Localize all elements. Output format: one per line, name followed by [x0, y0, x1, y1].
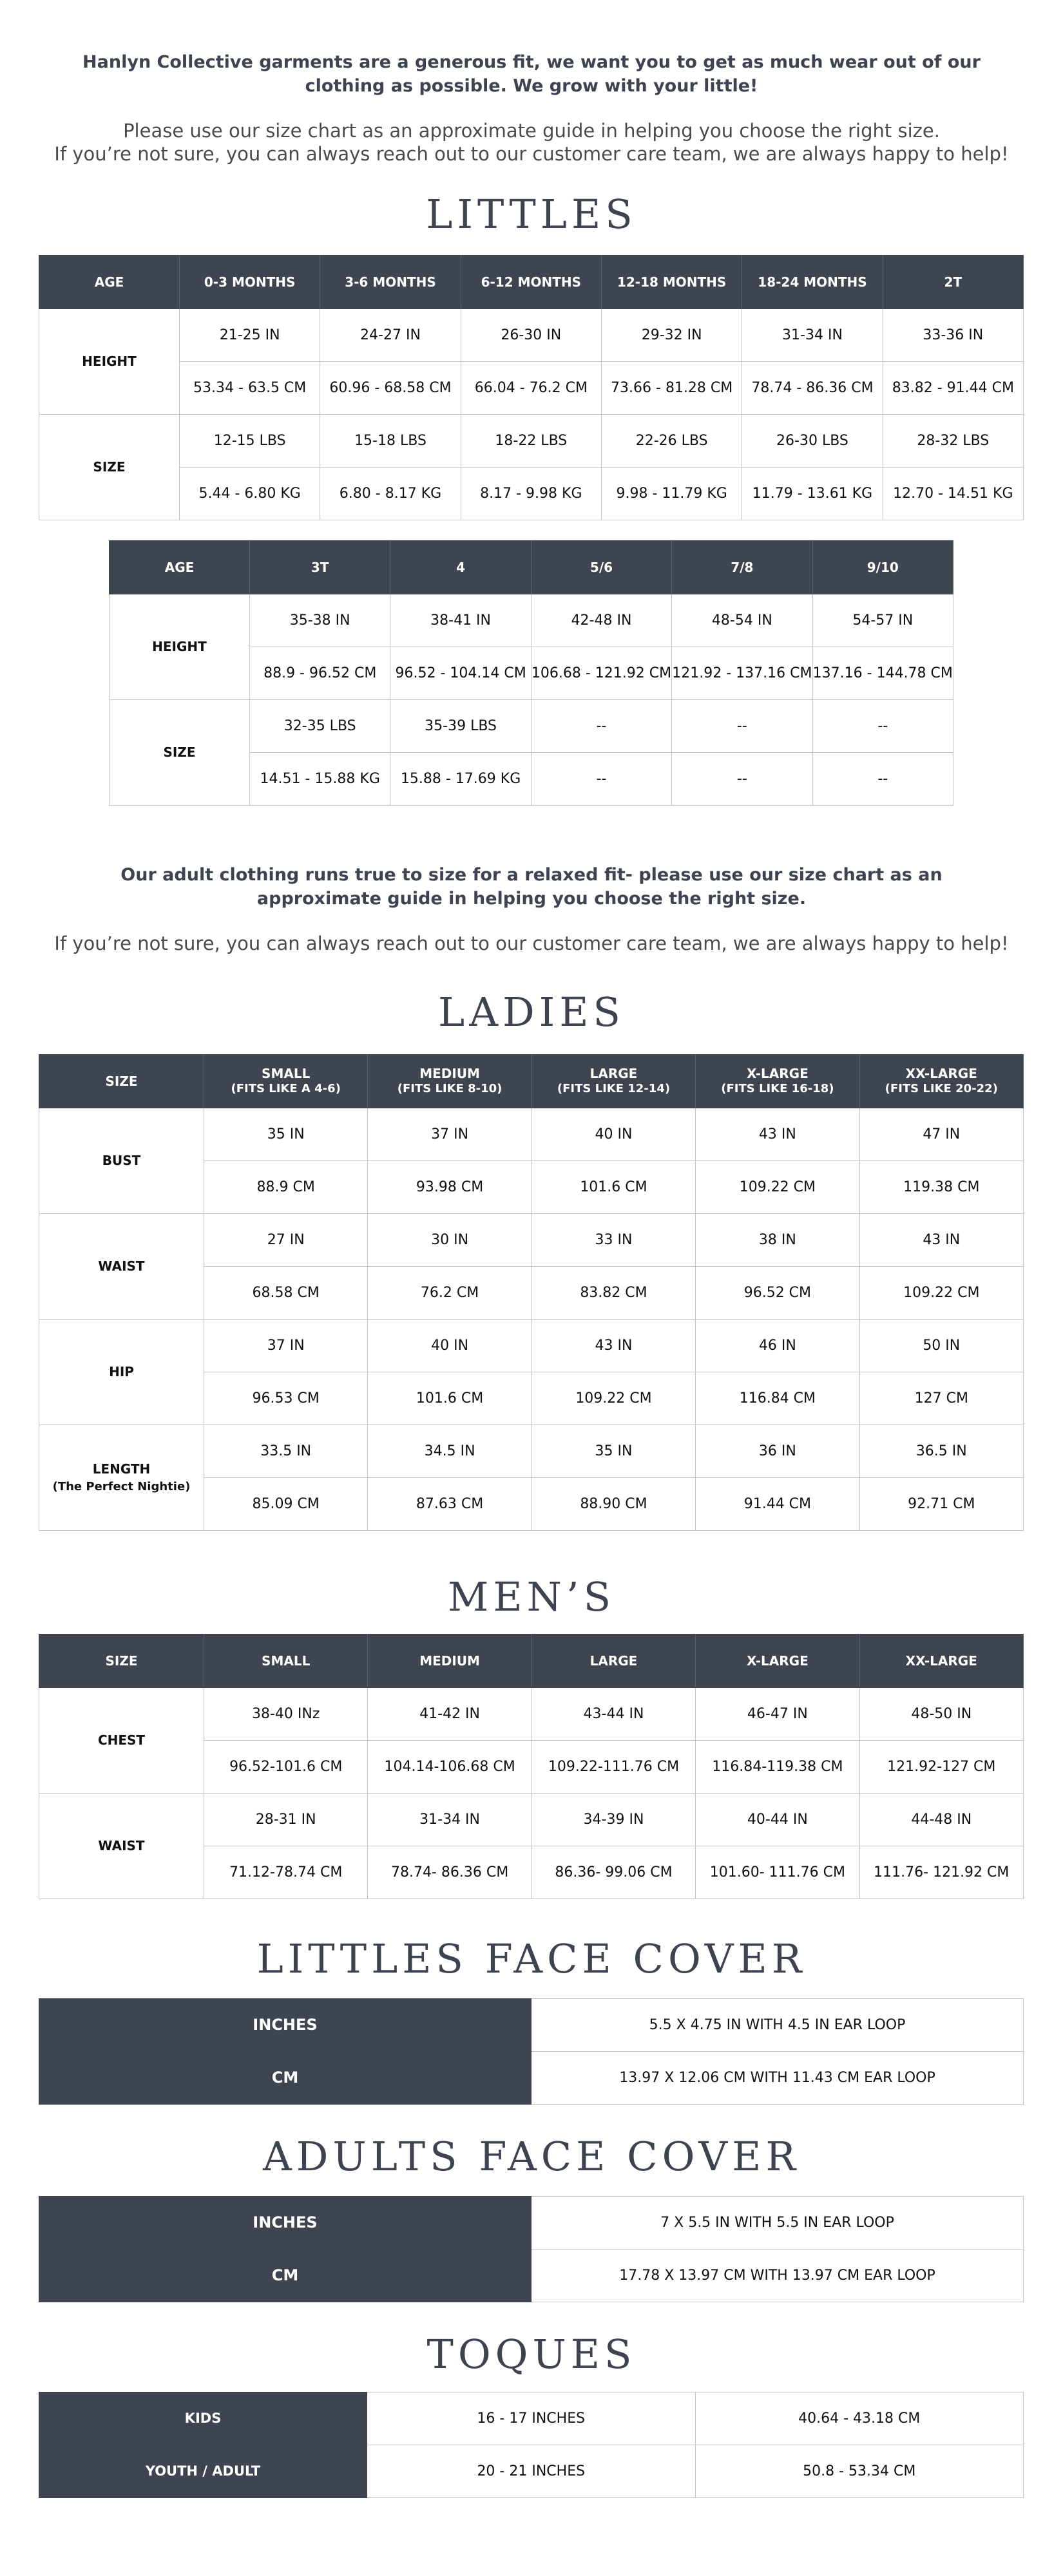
table-cell: 88.90 CM — [532, 1478, 695, 1531]
table-cell: 91.44 CM — [696, 1478, 859, 1531]
table-cell: 40 IN — [368, 1320, 532, 1372]
age-column-header: 6-12 MONTHS — [461, 256, 601, 309]
table-row — [39, 468, 1024, 520]
table-cell: 44-48 IN — [859, 1794, 1023, 1846]
table-cell: 24-27 IN — [320, 309, 461, 362]
table-cell: 73.66 - 81.28 CM — [601, 362, 742, 415]
table-header-row — [39, 1634, 1024, 1688]
length-row-label: LENGTH (The Perfect Nightie) — [39, 1425, 204, 1531]
table-cell: 116.84 CM — [696, 1372, 859, 1425]
table-cell: 38-41 IN — [390, 594, 531, 647]
table-cell: 26-30 LBS — [742, 415, 883, 468]
table-cell: 48-54 IN — [672, 594, 812, 647]
table-cell: 109.22-111.76 CM — [532, 1741, 695, 1794]
table-cell: 40 IN — [532, 1108, 695, 1161]
table-cell: 109.22 CM — [532, 1372, 695, 1425]
table-row — [39, 415, 1024, 468]
table-cell: 31-34 IN — [742, 309, 883, 362]
table-cell: 116.84-119.38 CM — [696, 1741, 859, 1794]
youth-adult-row-label: YOUTH / ADULT — [39, 2445, 367, 2498]
table-row — [39, 1688, 1024, 1741]
age-column-header: 18-24 MONTHS — [742, 256, 883, 309]
table-cell: 28-31 IN — [204, 1794, 368, 1846]
table-row — [39, 1999, 1024, 2052]
inches-row-label: INCHES — [39, 2197, 532, 2249]
table-row — [39, 1214, 1024, 1267]
height-row-label: HEIGHT — [110, 594, 250, 700]
adult-intro-line-3: If you’re not sure, you can always reach out to our customer care team, we are always happy to help! — [54, 933, 1009, 954]
size-header: SIZE — [39, 1634, 204, 1688]
table-cell: 48-50 IN — [859, 1688, 1023, 1741]
age-column-header: 4 — [390, 541, 531, 594]
table-cell: 6.80 - 8.17 KG — [320, 468, 461, 520]
age-column-header: 2T — [883, 256, 1023, 309]
table-cell: 18-22 LBS — [461, 415, 601, 468]
inches-row-label: INCHES — [39, 1999, 532, 2052]
table-cell: 137.16 - 144.78 CM — [812, 647, 953, 700]
table-cell: 85.09 CM — [204, 1478, 368, 1531]
littles-size-table-1 — [39, 255, 1024, 520]
table-cell: 13.97 X 12.06 CM WITH 11.43 CM EAR LOOP — [532, 2052, 1024, 2105]
table-cell: 12-15 LBS — [180, 415, 320, 468]
hip-row-label: HIP — [39, 1320, 204, 1425]
table-cell: 104.14-106.68 CM — [368, 1741, 532, 1794]
table-cell: 42-48 IN — [531, 594, 671, 647]
cm-row-label: CM — [39, 2249, 532, 2302]
table-cell: 15.88 - 17.69 KG — [390, 753, 531, 806]
table-cell: 37 IN — [368, 1108, 532, 1161]
table-cell: 33-36 IN — [883, 309, 1023, 362]
table-cell: 29-32 IN — [601, 309, 742, 362]
table-cell: 41-42 IN — [368, 1688, 532, 1741]
adults-face-cover-table — [39, 2196, 1024, 2302]
table-cell: 101.6 CM — [532, 1161, 695, 1214]
table-cell: 121.92 - 137.16 CM — [672, 647, 812, 700]
table-cell: 46 IN — [696, 1320, 859, 1372]
waist-row-label: WAIST — [39, 1214, 204, 1320]
table-cell: 71.12-78.74 CM — [204, 1846, 368, 1899]
table-cell: 38 IN — [696, 1214, 859, 1267]
table-cell: 14.51 - 15.88 KG — [250, 753, 390, 806]
table-cell: 16 - 17 INCHES — [367, 2392, 696, 2445]
size-column-header: XX-LARGE (FITS LIKE 20-22) — [859, 1055, 1023, 1108]
age-column-header: 0-3 MONTHS — [180, 256, 320, 309]
table-cell: 8.17 - 9.98 KG — [461, 468, 601, 520]
toques-size-table — [39, 2392, 1024, 2498]
table-cell: 35-38 IN — [250, 594, 390, 647]
littles-heading: LITTLES — [426, 191, 637, 238]
table-cell: 33 IN — [532, 1214, 695, 1267]
size-column-header: XX-LARGE — [859, 1634, 1023, 1688]
size-column-header: MEDIUM (FITS LIKE 8-10) — [368, 1055, 532, 1108]
intro-text-line-3: Please use our size chart as an approximate guide in helping you choose the right size. — [123, 120, 940, 142]
table-cell: 7 X 5.5 IN WITH 5.5 IN EAR LOOP — [532, 2197, 1024, 2249]
table-cell: 17.78 X 13.97 CM WITH 13.97 CM EAR LOOP — [532, 2249, 1024, 2302]
table-cell: 36.5 IN — [859, 1425, 1023, 1478]
table-row — [39, 2052, 1024, 2105]
table-cell: 9.98 - 11.79 KG — [601, 468, 742, 520]
table-cell: 40.64 - 43.18 CM — [695, 2392, 1024, 2445]
cm-row-label: CM — [39, 2052, 532, 2105]
table-cell: 96.52 - 104.14 CM — [390, 647, 531, 700]
table-cell: 86.36- 99.06 CM — [532, 1846, 695, 1899]
size-column-header: X-LARGE — [696, 1634, 859, 1688]
age-column-header: 9/10 — [812, 541, 953, 594]
size-column-header: MEDIUM — [368, 1634, 532, 1688]
table-cell: 11.79 - 13.61 KG — [742, 468, 883, 520]
table-cell: -- — [812, 700, 953, 753]
table-cell: 88.9 CM — [204, 1161, 368, 1214]
table-cell: 36 IN — [696, 1425, 859, 1478]
table-cell: 109.22 CM — [859, 1267, 1023, 1320]
toques-heading: TOQUES — [426, 2331, 637, 2378]
table-cell: 76.2 CM — [368, 1267, 532, 1320]
table-cell: 35-39 LBS — [390, 700, 531, 753]
size-row-label: SIZE — [110, 700, 250, 806]
table-cell: 88.9 - 96.52 CM — [250, 647, 390, 700]
size-column-header: X-LARGE (FITS LIKE 16-18) — [696, 1055, 859, 1108]
table-cell: 15-18 LBS — [320, 415, 461, 468]
adult-intro-line-2: approximate guide in helping you choose the right size. — [256, 889, 807, 909]
table-cell: 34.5 IN — [368, 1425, 532, 1478]
table-cell: 43 IN — [532, 1320, 695, 1372]
table-cell: 83.82 - 91.44 CM — [883, 362, 1023, 415]
adults-face-cover-heading: ADULTS FACE COVER — [262, 2133, 801, 2180]
mens-size-table — [39, 1634, 1024, 1899]
table-cell: 109.22 CM — [696, 1161, 859, 1214]
size-header: SIZE — [39, 1055, 204, 1108]
table-row — [39, 1108, 1024, 1161]
age-column-header: 7/8 — [672, 541, 812, 594]
littles-face-cover-heading: LITTLES FACE COVER — [256, 1935, 807, 1982]
intro-text-line-4: If you’re not sure, you can always reach out to our customer care team, we are always happy to help! — [54, 143, 1009, 165]
table-cell: 26-30 IN — [461, 309, 601, 362]
table-cell: 96.53 CM — [204, 1372, 368, 1425]
table-cell: 5.44 - 6.80 KG — [180, 468, 320, 520]
table-cell: 21-25 IN — [180, 309, 320, 362]
table-row — [39, 2392, 1024, 2445]
table-row — [39, 2249, 1024, 2302]
table-header-row — [39, 1055, 1024, 1108]
table-cell: 47 IN — [859, 1108, 1023, 1161]
table-cell: 111.76- 121.92 CM — [859, 1846, 1023, 1899]
intro-text-line-2: clothing as possible. We grow with your little! — [305, 76, 758, 96]
chest-row-label: CHEST — [39, 1688, 204, 1794]
size-column-header: LARGE (FITS LIKE 12-14) — [532, 1055, 695, 1108]
age-column-header: 3T — [250, 541, 390, 594]
table-row — [39, 2197, 1024, 2249]
table-cell: 37 IN — [204, 1320, 368, 1372]
table-cell: 119.38 CM — [859, 1161, 1023, 1214]
adult-intro-line-1: Our adult clothing runs true to size for a relaxed fit- please use our size chart as an — [120, 865, 943, 885]
table-cell: 92.71 CM — [859, 1478, 1023, 1531]
table-cell: 40-44 IN — [696, 1794, 859, 1846]
bust-row-label: BUST — [39, 1108, 204, 1214]
table-cell: 31-34 IN — [368, 1794, 532, 1846]
table-cell: -- — [672, 753, 812, 806]
table-row — [110, 594, 953, 647]
table-cell: 54-57 IN — [812, 594, 953, 647]
table-cell: 43 IN — [859, 1214, 1023, 1267]
size-column-header: SMALL (FITS LIKE A 4-6) — [204, 1055, 368, 1108]
table-cell: 127 CM — [859, 1372, 1023, 1425]
table-cell: 83.82 CM — [532, 1267, 695, 1320]
table-cell: 68.58 CM — [204, 1267, 368, 1320]
table-cell: 53.34 - 63.5 CM — [180, 362, 320, 415]
table-cell: 87.63 CM — [368, 1478, 532, 1531]
waist-row-label: WAIST — [39, 1794, 204, 1899]
table-cell: 66.04 - 76.2 CM — [461, 362, 601, 415]
table-row — [39, 1320, 1024, 1372]
size-column-header: LARGE — [532, 1634, 695, 1688]
table-cell: 96.52-101.6 CM — [204, 1741, 368, 1794]
littles-face-cover-table — [39, 1998, 1024, 2105]
age-header: AGE — [39, 256, 180, 309]
table-header-row — [110, 541, 953, 594]
age-header: AGE — [110, 541, 250, 594]
table-row — [39, 2445, 1024, 2498]
table-cell: 35 IN — [532, 1425, 695, 1478]
table-cell: 28-32 LBS — [883, 415, 1023, 468]
height-row-label: HEIGHT — [39, 309, 180, 415]
age-column-header: 12-18 MONTHS — [601, 256, 742, 309]
table-cell: 33.5 IN — [204, 1425, 368, 1478]
table-cell: 50 IN — [859, 1320, 1023, 1372]
size-row-label: SIZE — [39, 415, 180, 520]
table-cell: 78.74- 86.36 CM — [368, 1846, 532, 1899]
age-column-header: 5/6 — [531, 541, 671, 594]
table-cell: -- — [812, 753, 953, 806]
size-column-header: SMALL — [204, 1634, 368, 1688]
table-cell: 106.68 - 121.92 CM — [531, 647, 671, 700]
table-cell: 78.74 - 86.36 CM — [742, 362, 883, 415]
table-row — [39, 309, 1024, 362]
table-row — [110, 700, 953, 753]
table-cell: 34-39 IN — [532, 1794, 695, 1846]
table-row — [39, 1425, 1024, 1478]
table-cell: 27 IN — [204, 1214, 368, 1267]
table-cell: 101.6 CM — [368, 1372, 532, 1425]
ladies-size-table — [39, 1054, 1024, 1531]
table-cell: 93.98 CM — [368, 1161, 532, 1214]
table-cell: 101.60- 111.76 CM — [696, 1846, 859, 1899]
intro-text-line-1: Hanlyn Collective garments are a generous fit, we want you to get as much wear out of our — [82, 52, 981, 72]
table-header-row — [39, 256, 1024, 309]
table-cell: 32-35 LBS — [250, 700, 390, 753]
table-cell: 20 - 21 INCHES — [367, 2445, 696, 2498]
table-row — [39, 362, 1024, 415]
table-cell: 5.5 X 4.75 IN WITH 4.5 IN EAR LOOP — [532, 1999, 1024, 2052]
kids-row-label: KIDS — [39, 2392, 367, 2445]
table-cell: 35 IN — [204, 1108, 368, 1161]
table-row — [39, 1794, 1024, 1846]
table-cell: -- — [531, 700, 671, 753]
ladies-heading: LADIES — [438, 989, 625, 1036]
table-cell: 12.70 - 14.51 KG — [883, 468, 1023, 520]
table-cell: 46-47 IN — [696, 1688, 859, 1741]
table-cell: 60.96 - 68.58 CM — [320, 362, 461, 415]
table-cell: 43-44 IN — [532, 1688, 695, 1741]
table-cell: 30 IN — [368, 1214, 532, 1267]
littles-size-table-2 — [109, 540, 953, 806]
table-cell: 38-40 INz — [204, 1688, 368, 1741]
mens-heading: MEN’S — [447, 1573, 616, 1620]
table-cell: -- — [531, 753, 671, 806]
table-cell: 96.52 CM — [696, 1267, 859, 1320]
table-cell: 50.8 - 53.34 CM — [695, 2445, 1024, 2498]
age-column-header: 3-6 MONTHS — [320, 256, 461, 309]
table-cell: 22-26 LBS — [601, 415, 742, 468]
table-cell: 121.92-127 CM — [859, 1741, 1023, 1794]
table-cell: 43 IN — [696, 1108, 859, 1161]
table-cell: -- — [672, 700, 812, 753]
